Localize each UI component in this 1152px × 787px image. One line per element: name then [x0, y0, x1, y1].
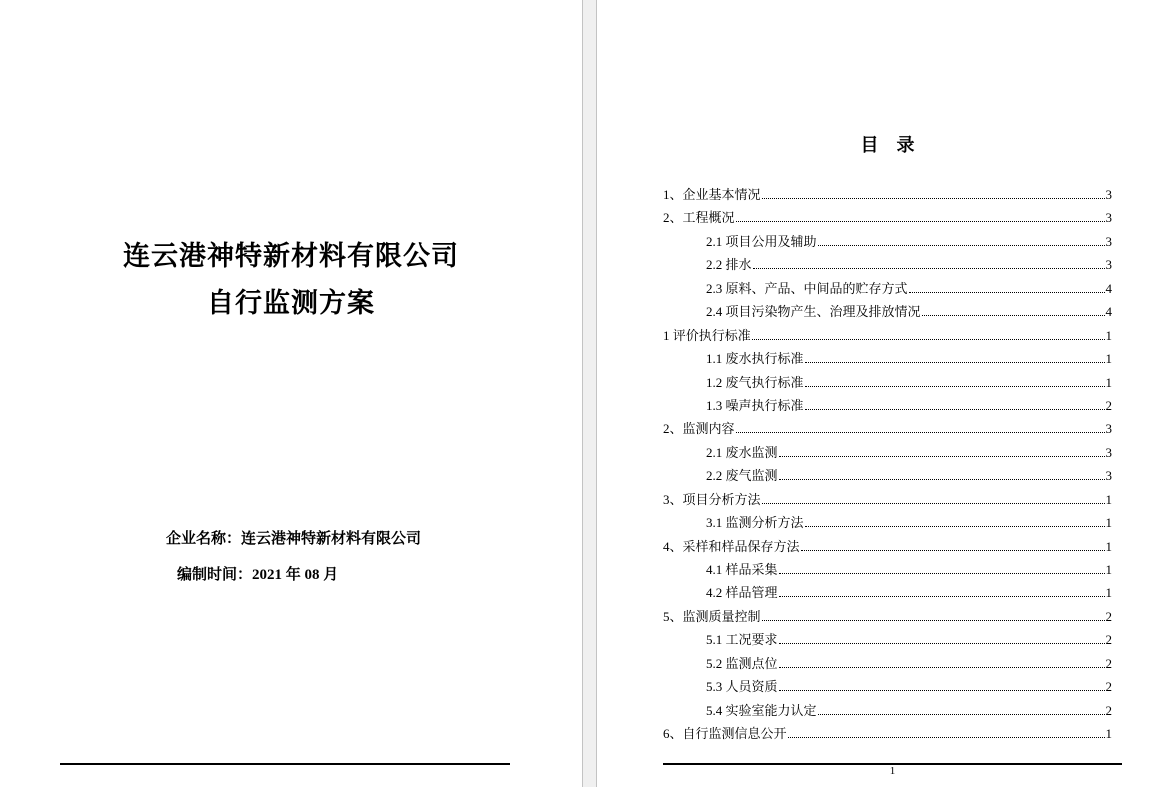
toc-entry-label: 3.1 监测分析方法 [706, 515, 804, 531]
toc-dot-leader [779, 573, 1105, 574]
toc-entry-label: 2、监测内容 [663, 421, 735, 437]
toc-entry-page: 1 [1105, 562, 1112, 577]
toc-entry-page: 2 [1105, 397, 1112, 413]
toc-entry[interactable] [663, 301, 1112, 324]
toc-entry[interactable] [663, 512, 1112, 535]
toc-dot-leader [779, 596, 1105, 597]
toc-entry[interactable] [663, 582, 1112, 605]
toc-entry-label: 2、工程概况 [663, 210, 735, 226]
toc-entry-label: 2.3 原料、产品、中间品的贮存方式 [706, 280, 908, 296]
toc-entry[interactable] [663, 653, 1112, 676]
toc-entry[interactable] [663, 465, 1112, 488]
toc-entry-page: 3 [1105, 421, 1112, 437]
toc-entry-page: 2 [1105, 632, 1112, 648]
toc-entry[interactable] [663, 676, 1112, 699]
toc-entry-page: 1 [1105, 538, 1112, 554]
toc-entry[interactable] [663, 395, 1112, 418]
cover-meta [166, 531, 421, 583]
toc-entry-page: 4 [1105, 280, 1112, 296]
toc-entry-label: 1.1 废水执行标准 [706, 351, 804, 367]
compile-date-line: 编制时间：2021 年 08 月 [177, 567, 339, 583]
toc-entry-label: 2.1 废水监测 [706, 444, 778, 460]
toc-entry-page: 1 [1105, 327, 1112, 343]
toc-dot-leader [736, 221, 1105, 222]
toc-entry-page: 1 [1105, 726, 1112, 742]
toc-entry-label: 4、采样和样品保存方法 [663, 538, 800, 554]
cover-title-line2: 自行监测方案 [207, 288, 375, 318]
toc-entry-label: 2.4 项目污染物产生、治理及排放情况 [706, 304, 921, 320]
toc-dot-leader [736, 432, 1105, 433]
toc-dot-leader [788, 737, 1105, 738]
toc-entry-page: 2 [1105, 679, 1112, 695]
toc-entry-page: 1 [1105, 351, 1112, 367]
toc-entry-page: 1 [1105, 585, 1112, 601]
toc-entry-label: 3、项目分析方法 [663, 491, 761, 507]
toc-dot-leader [779, 479, 1105, 480]
page-number: 1 [889, 765, 896, 777]
toc-dot-leader [752, 339, 1105, 340]
toc-dot-leader [805, 409, 1105, 410]
toc-entry-label: 5、监测质量控制 [663, 608, 761, 624]
company-name-line: 企业名称：连云港神特新材料有限公司 [166, 531, 422, 547]
toc-entry[interactable] [663, 536, 1112, 559]
toc-entry[interactable] [663, 372, 1112, 395]
toc-dot-leader [753, 268, 1105, 269]
toc-entry-label: 1 评价执行标准 [663, 327, 751, 343]
toc-entry[interactable] [663, 184, 1112, 207]
toc-entry[interactable] [663, 348, 1112, 371]
toc-dot-leader [779, 690, 1105, 691]
toc-entry[interactable] [663, 442, 1112, 465]
toc-entry[interactable] [663, 231, 1112, 254]
toc-dot-leader [805, 526, 1105, 527]
toc-entry-page: 3 [1105, 210, 1112, 226]
toc-entry-page: 3 [1105, 233, 1112, 249]
toc-dot-leader [779, 643, 1105, 644]
cover-footer-rule [60, 763, 510, 765]
toc-dot-leader [762, 503, 1105, 504]
toc-entry[interactable] [663, 700, 1112, 723]
toc-entry-label: 6、自行监测信息公开 [663, 726, 787, 742]
toc-entry[interactable] [663, 418, 1112, 441]
toc-dot-leader [909, 292, 1105, 293]
toc-entry[interactable] [663, 325, 1112, 348]
toc-entry-page: 3 [1105, 257, 1112, 273]
toc-dot-leader [805, 386, 1105, 387]
toc-dot-leader [801, 550, 1105, 551]
toc-dot-leader [805, 362, 1105, 363]
toc-entry[interactable] [663, 207, 1112, 230]
toc-entry-label: 5.4 实验室能力认定 [706, 702, 817, 718]
toc-entry-page: 1 [1105, 491, 1112, 507]
toc-entry-page: 4 [1105, 304, 1112, 320]
toc-entry[interactable] [663, 629, 1112, 652]
toc-entry[interactable] [663, 559, 1112, 582]
toc-entry-page: 2 [1105, 608, 1112, 624]
toc-dot-leader [762, 198, 1105, 199]
toc-entry-label: 1.3 噪声执行标准 [706, 397, 804, 413]
toc-dot-leader [779, 667, 1105, 668]
toc-entry-label: 1.2 废气执行标准 [706, 374, 804, 390]
cover-title-line1: 连云港神特新材料有限公司 [123, 241, 459, 271]
cover-title [0, 242, 582, 317]
toc-dot-leader [762, 620, 1105, 621]
toc-entry[interactable] [663, 723, 1112, 746]
toc-entry-page: 1 [1105, 374, 1112, 390]
toc-title: 目 录 [860, 135, 915, 155]
toc-entry-label: 5.1 工况要求 [706, 632, 778, 648]
toc-list [663, 184, 1112, 747]
toc-entry-page: 3 [1105, 187, 1112, 202]
toc-dot-leader [922, 315, 1105, 316]
toc-dot-leader [818, 245, 1105, 246]
toc-entry[interactable] [663, 489, 1112, 512]
toc-entry-label: 2.2 排水 [706, 257, 752, 273]
toc-dot-leader [779, 456, 1105, 457]
toc-entry[interactable] [663, 606, 1112, 629]
toc-entry[interactable] [663, 254, 1112, 277]
toc-entry-page: 2 [1105, 702, 1112, 718]
toc-entry-page: 3 [1105, 468, 1112, 484]
toc-entry-label: 4.1 样品采集 [706, 562, 778, 577]
toc-entry-label: 2.1 项目公用及辅助 [706, 233, 817, 249]
toc-entry-label: 1、企业基本情况 [663, 187, 761, 202]
toc-entry-page: 3 [1105, 444, 1112, 460]
toc-page [597, 0, 1152, 787]
toc-entry-label: 5.3 人员资质 [706, 679, 778, 695]
toc-entry-label: 5.2 监测点位 [706, 655, 778, 671]
toc-dot-leader [818, 714, 1105, 715]
toc-entry[interactable] [663, 278, 1112, 301]
toc-entry-label: 4.2 样品管理 [706, 585, 778, 601]
toc-entry-page: 1 [1105, 515, 1112, 531]
page-gap [582, 0, 597, 787]
toc-entry-label: 2.2 废气监测 [706, 468, 778, 484]
toc-entry-page: 2 [1105, 655, 1112, 671]
